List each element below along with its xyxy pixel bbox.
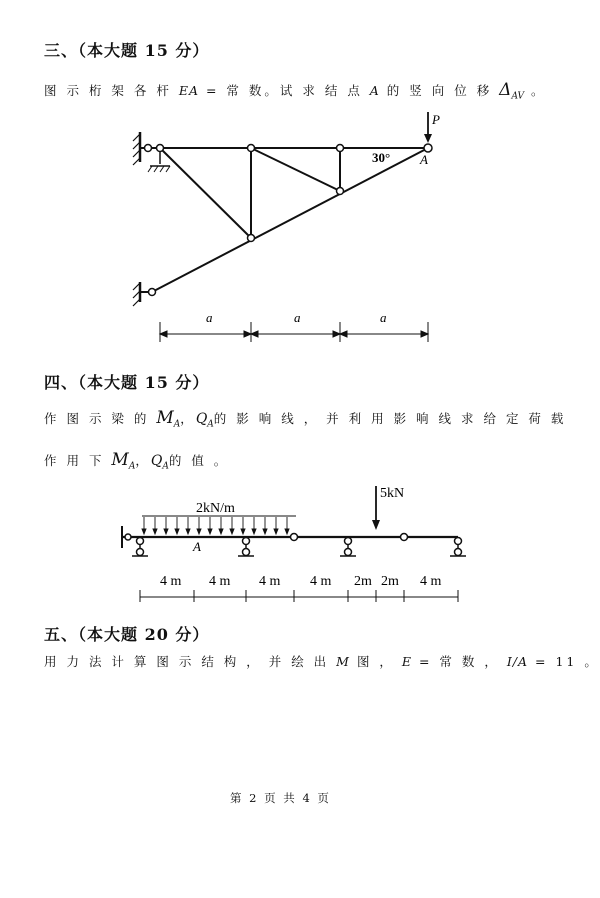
dist-load-arrowhead xyxy=(241,529,245,534)
beam-dim-label: 4 m xyxy=(310,574,332,589)
q4-heading: 四、（本大题 15 分） xyxy=(44,373,210,392)
beam-dim-label: 2m xyxy=(381,574,399,589)
dim-label: a xyxy=(380,310,387,325)
beam-dim-label: 2m xyxy=(354,574,372,589)
label-p: P xyxy=(432,112,440,127)
dist-load-arrowhead xyxy=(142,529,146,534)
q4-line1: 作 图 示 梁 的 $M_A$，$Q_A$的 影 响 线 ， 并 利 用 影 响 线 求 给 定 荷 载 xyxy=(44,408,567,430)
load-arrow-p xyxy=(424,112,432,143)
dist-load-arrowhead xyxy=(186,529,190,534)
dist-load-arrowhead xyxy=(263,529,267,534)
dim-label: a xyxy=(206,310,213,325)
beam-dim-label: 4 m xyxy=(259,574,281,589)
beam-dimension-line xyxy=(140,590,458,602)
dim-label: a xyxy=(294,310,301,325)
q4-line2: 作 用 下 $M_A$，$Q_A$的 值 。 xyxy=(44,450,230,472)
dist-load-arrowhead xyxy=(164,529,168,534)
dist-load-arrowhead xyxy=(197,529,201,534)
dist-load-arrowhead xyxy=(285,529,289,534)
q5-text: 用 力 法 计 算 图 示 结 构 ， 并 绘 出 M 图 ， E = 常 数 ， I/A = 11 。 xyxy=(44,654,600,669)
label-dist-load: 2kN/m xyxy=(196,501,235,516)
page-footer: 第 2 页 共 4 页 xyxy=(230,791,331,805)
wall-hatch xyxy=(133,134,140,306)
truss-dimension-line xyxy=(160,322,428,342)
label-node-a: A xyxy=(420,152,428,167)
beam-dim-label: 4 m xyxy=(209,574,231,589)
dist-load-arrowhead xyxy=(230,529,234,534)
dist-load-arrowhead xyxy=(208,529,212,534)
dist-load-arrowhead xyxy=(219,529,223,534)
q3-text: 图 示 桁 架 各 杆 EA = 常 数。试 求 结 点 A 的 竖 向 位 移 $\Delta_{AV}$ 。 xyxy=(44,80,547,102)
beam-dim-label: 4 m xyxy=(160,574,182,589)
label-section-a: A xyxy=(193,539,201,554)
dist-load-arrowhead xyxy=(153,529,157,534)
dist-load-arrowhead xyxy=(252,529,256,534)
dist-load-arrowhead xyxy=(274,529,278,534)
label-angle: 30° xyxy=(372,150,391,165)
label-point-load: 5kN xyxy=(380,486,405,501)
dist-load-arrowhead xyxy=(175,529,179,534)
q3-heading: 三、（本大题 15 分） xyxy=(44,41,210,60)
q5-heading: 五、（本大题 20 分） xyxy=(44,625,210,644)
beam-dim-label: 4 m xyxy=(420,574,442,589)
